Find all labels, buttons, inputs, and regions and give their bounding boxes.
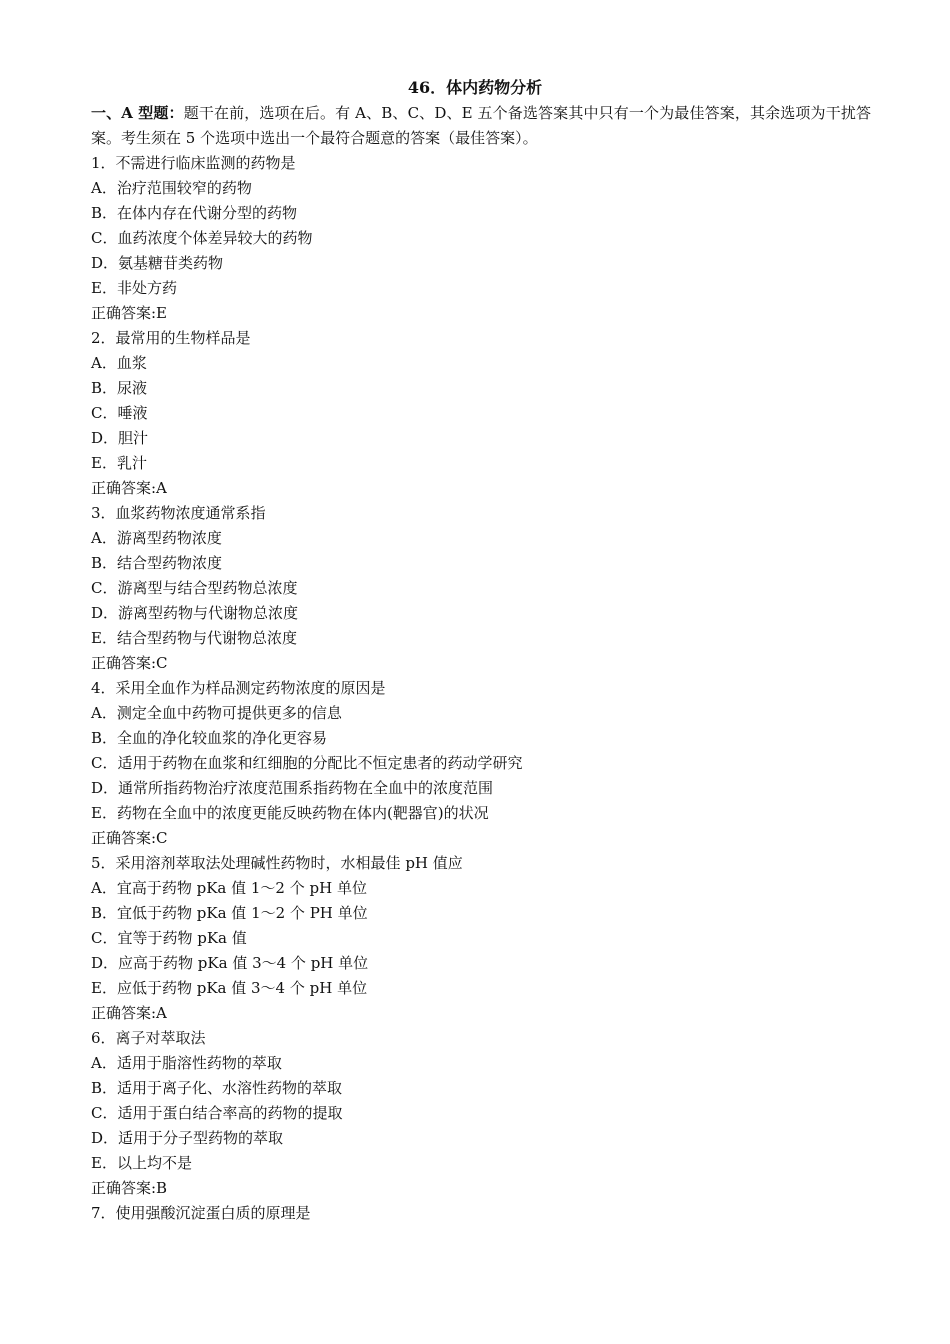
question-stem: 2．最常用的生物样品是 (91, 329, 251, 347)
option-a: A．测定全血中药物可提供更多的信息 (91, 704, 342, 722)
option-a: A．适用于脂溶性药物的萃取 (91, 1054, 282, 1072)
option-e: E．结合型药物与代谢物总浓度 (91, 629, 297, 647)
option-e: E．药物在全血中的浓度更能反映药物在体内(靶器官)的状况 (91, 804, 489, 822)
section-heading: 一、A 型题： (91, 104, 184, 122)
correct-answer: 正确答案:A (91, 479, 167, 497)
option-e: E．以上均不是 (91, 1154, 192, 1172)
option-a: A．血浆 (91, 354, 147, 372)
correct-answer: 正确答案:C (91, 654, 168, 672)
option-d: D．游离型药物与代谢物总浓度 (91, 604, 299, 622)
option-c: C．血药浓度个体差异较大的药物 (91, 229, 313, 247)
option-d: D．通常所指药物治疗浓度范围系指药物在全血中的浓度范围 (91, 779, 494, 797)
question-stem: 1．不需进行临床监测的药物是 (91, 154, 296, 172)
option-d: D．胆汁 (91, 429, 149, 447)
correct-answer: 正确答案:A (91, 1004, 167, 1022)
question-stem: 4．采用全血作为样品测定药物浓度的原因是 (91, 679, 386, 697)
option-b: B．适用于离子化、水溶性药物的萃取 (91, 1079, 343, 1097)
question-stem: 6．离子对萃取法 (91, 1029, 206, 1047)
document-body (91, 101, 871, 1226)
option-d: D．适用于分子型药物的萃取 (91, 1129, 284, 1147)
option-c: C．适用于蛋白结合率高的药物的提取 (91, 1104, 343, 1122)
question-stem: 5．采用溶剂萃取法处理碱性药物时，水相最佳 pH 值应 (91, 854, 463, 872)
option-c: C．唾液 (91, 404, 148, 422)
section-intro (91, 101, 871, 151)
section-instructions: 题干在前，选项在后。有 A、B、C、D、E 五个备选答案其中只有一个为最佳答案，其余选项为干扰答案。考生须在 5 个选项中选出一个最符合题意的答案（最佳答案）。 (91, 104, 871, 147)
correct-answer: 正确答案:E (91, 304, 168, 322)
option-b: B．尿液 (91, 379, 148, 397)
question-stem: 3．血浆药物浓度通常系指 (91, 504, 266, 522)
option-b: B．宜低于药物 pKa 值 1～2 个 PH 单位 (91, 904, 368, 922)
option-b: B．结合型药物浓度 (91, 554, 223, 572)
option-d: D．应高于药物 pKa 值 3～4 个 pH 单位 (91, 954, 369, 972)
option-b: B．在体内存在代谢分型的药物 (91, 204, 298, 222)
option-e: E．非处方药 (91, 279, 177, 297)
page-title: 46．体内药物分析 (407, 78, 543, 97)
option-b: B．全血的净化较血浆的净化更容易 (91, 729, 328, 747)
option-a: A．宜高于药物 pKa 值 1～2 个 pH 单位 (91, 879, 367, 897)
option-e: E．应低于药物 pKa 值 3～4 个 pH 单位 (91, 979, 368, 997)
question-stem: 7．使用强酸沉淀蛋白质的原理是 (91, 1204, 311, 1222)
option-c: C．宜等于药物 pKa 值 (91, 929, 247, 947)
option-a: A．治疗范围较窄的药物 (91, 179, 252, 197)
option-c: C．游离型与结合型药物总浓度 (91, 579, 298, 597)
option-c: C．适用于药物在血浆和红细胞的分配比不恒定患者的药动学研究 (91, 754, 523, 772)
option-d: D．氨基糖苷类药物 (91, 254, 224, 272)
correct-answer: 正确答案:C (91, 829, 168, 847)
option-e: E．乳汁 (91, 454, 147, 472)
correct-answer: 正确答案:B (91, 1179, 168, 1197)
option-a: A．游离型药物浓度 (91, 529, 222, 547)
